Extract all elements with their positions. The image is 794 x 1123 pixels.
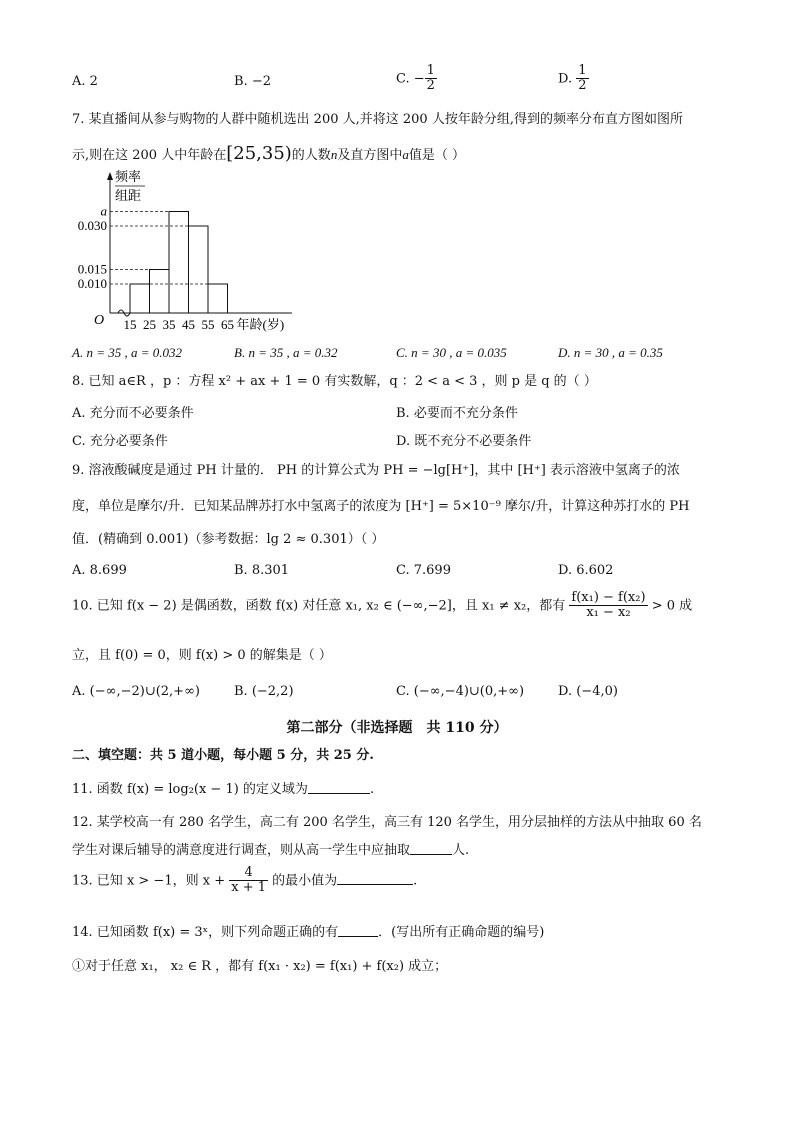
histogram-bar <box>169 212 189 314</box>
q11-text: 11. 函数 f(x) = log₂(x − 1) 的定义域为 <box>72 782 308 797</box>
q9-option-d: D. 6.602 <box>558 563 614 578</box>
y-label-top: 频率 <box>115 169 142 184</box>
q7-line2-d: 值是（ ） <box>408 148 465 163</box>
x-tick-label: 45 <box>182 317 195 332</box>
q8-option-b: B. 必要而不充分条件 <box>396 406 518 421</box>
origin-label: O <box>94 313 105 328</box>
q6-option-c-num: 1 <box>426 63 435 78</box>
q7-var-n: n <box>330 147 338 162</box>
q6-option-a: A. 2 <box>72 74 98 89</box>
q7-line2-b: 的人数 <box>291 148 331 163</box>
q7-option-b: B. n = 35 , a = 0.32 <box>234 345 338 360</box>
q11-line <box>72 781 374 798</box>
q14-item1: ①对于任意 x₁， x₂ ∈ R ，都有 f(x₁ · x₂) = f(x₁) + f(x₂) 成立； <box>72 959 448 974</box>
section2-title: 二、填空题：共 5 道小题，每小题 5 分，共 25 分. <box>72 748 374 763</box>
q8-option-c: C. 充分必要条件 <box>72 434 168 449</box>
q6-option-c <box>396 64 437 94</box>
x-axis-label: 年龄(岁) <box>236 317 285 332</box>
q10-line1-b: > 0 成 <box>651 598 693 614</box>
q6-option-d-num: 1 <box>578 63 587 78</box>
q12-line1: 12. 某学校高一有 280 名学生，高二有 200 名学生，高三有 120 名学生，用分层抽样的方法从中抽取 60 名 <box>72 815 702 830</box>
x-tick-label: 55 <box>201 317 215 332</box>
q12-end: 人. <box>452 843 470 858</box>
q7-var-a: a <box>402 147 409 162</box>
q6-option-b: B. −2 <box>234 74 271 89</box>
q13-fraction <box>229 866 268 896</box>
q10-option-c: C. (−∞,−4)∪(0,+∞) <box>396 684 525 699</box>
y-tick-label: 0.015 <box>77 261 107 277</box>
x-tick-label: 65 <box>221 317 234 332</box>
q7-line2-a: 示,则在这 200 人中年龄在 <box>72 148 227 163</box>
y-label-bottom: 组距 <box>115 188 142 203</box>
x-tick-label: 35 <box>162 317 176 332</box>
q13-end: . <box>413 873 418 889</box>
histogram-bar <box>189 226 209 313</box>
part2-title: 第二部分（非选择题 共 110 分） <box>286 720 508 736</box>
q10-fraction <box>569 591 647 621</box>
q6-option-d-fraction <box>576 64 588 94</box>
q6-option-d-den: 2 <box>578 78 587 94</box>
q7-option-c: C. n = 30 , a = 0.035 <box>396 345 507 360</box>
x-tick-label: 25 <box>143 317 156 332</box>
q13-text-a: 13. 已知 x > −1，则 x + <box>72 873 226 889</box>
q8-option-a: A. 充分而不必要条件 <box>72 406 194 421</box>
q10-line1-a: 10. 已知 f(x − 2) 是偶函数，函数 f(x) 对任意 x₁, x₂ ∈ (−∞,−2]，且 x₁ ≠ x₂，都有 <box>72 598 566 614</box>
q7-option-a: A. n = 35 , a = 0.032 <box>72 345 182 360</box>
q10-frac-num: f(x₁) − f(x₂) <box>571 590 646 605</box>
y-tick-label: 0.030 <box>77 218 107 233</box>
histogram-bar <box>130 284 150 313</box>
q9-line3: 值．(精确到 0.001)（参考数据：lg 2 ≈ 0.301）（ ） <box>72 532 385 547</box>
q10-line1 <box>72 591 692 621</box>
q10-option-a: A. (−∞,−2)∪(2,+∞) <box>72 684 200 699</box>
q6-option-c-den: 2 <box>426 78 435 94</box>
y-tick-label: a <box>100 203 107 219</box>
q9-option-a: A. 8.699 <box>72 563 127 578</box>
q7-interval: [25,35) <box>226 143 292 164</box>
q8-line: 8. 已知 a∈R ，p ：方程 x² + ax + 1 = 0 有实数解，q ：2 < a < 3 ，则 p 是 q 的（ ） <box>72 374 597 389</box>
q7-line2-c: 及直方图中 <box>337 148 403 163</box>
q9-option-b: B. 8.301 <box>234 563 290 578</box>
q9-option-c: C. 7.699 <box>396 563 451 578</box>
q14-line1-end: ．(写出所有正确命题的编号) <box>378 925 545 940</box>
x-tick-label: 15 <box>123 317 137 332</box>
frequency-histogram <box>70 168 310 338</box>
histogram-bar <box>150 270 170 314</box>
q13-frac-den: x + 1 <box>231 880 266 896</box>
q12-line2-text: 学生对课后辅导的满意度进行调查，则从高一学生中应抽取 <box>72 843 411 858</box>
q8-option-d: D. 既不充分不必要条件 <box>396 434 532 449</box>
q11-end: . <box>369 782 375 797</box>
y-tick-label: 0.010 <box>77 276 107 291</box>
q13-answer-blank[interactable] <box>337 872 413 885</box>
q11-answer-blank[interactable] <box>308 781 370 794</box>
q10-frac-den: x₁ − x₂ <box>586 605 631 621</box>
q9-line1: 9. 溶液酸碱度是通过 PH 计量的． PH 的计算公式为 PH = −lg[H⁺]，其中 [H⁺] 表示溶液中氢离子的浓 <box>72 463 680 478</box>
q12-line2 <box>72 842 469 859</box>
q7-line1: 7. 某直播间从参与购物的人群中随机选出 200 人,并将这 200 人按年龄分组,得到的频率分布直方图如图所 <box>72 112 683 127</box>
q14-line1-text: 14. 已知函数 f(x) = 3ˣ，则下列命题正确的有 <box>72 925 339 940</box>
q13-frac-num: 4 <box>229 866 268 881</box>
q9-line2: 度，单位是摩尔/升．已知某品牌苏打水中氢离子的浓度为 [H⁺] = 5×10⁻⁹ 摩尔/升，计算这种苏打水的 PH <box>72 499 690 514</box>
q10-option-b: B. (−2,2) <box>234 684 294 699</box>
q10-line2: 立，且 f(0) = 0，则 f(x) > 0 的解集是（ ） <box>72 648 332 663</box>
q13-text-b: 的最小值为 <box>272 873 338 889</box>
q6-option-c-prefix: C. − <box>396 71 425 87</box>
q7-option-d: D. n = 30 , a = 0.35 <box>558 345 663 360</box>
q10-option-d: D. (−4,0) <box>558 684 618 699</box>
q13-line <box>72 866 417 896</box>
q14-line1 <box>72 924 544 941</box>
q12-answer-blank[interactable] <box>410 842 452 855</box>
q7-line2 <box>72 143 465 165</box>
y-axis-arrow <box>107 172 113 180</box>
q6-option-d <box>558 64 589 94</box>
q6-option-d-prefix: D. <box>558 71 573 87</box>
histogram-bar <box>208 284 228 313</box>
q14-answer-blank[interactable] <box>338 924 378 937</box>
q6-option-c-fraction <box>425 64 437 94</box>
